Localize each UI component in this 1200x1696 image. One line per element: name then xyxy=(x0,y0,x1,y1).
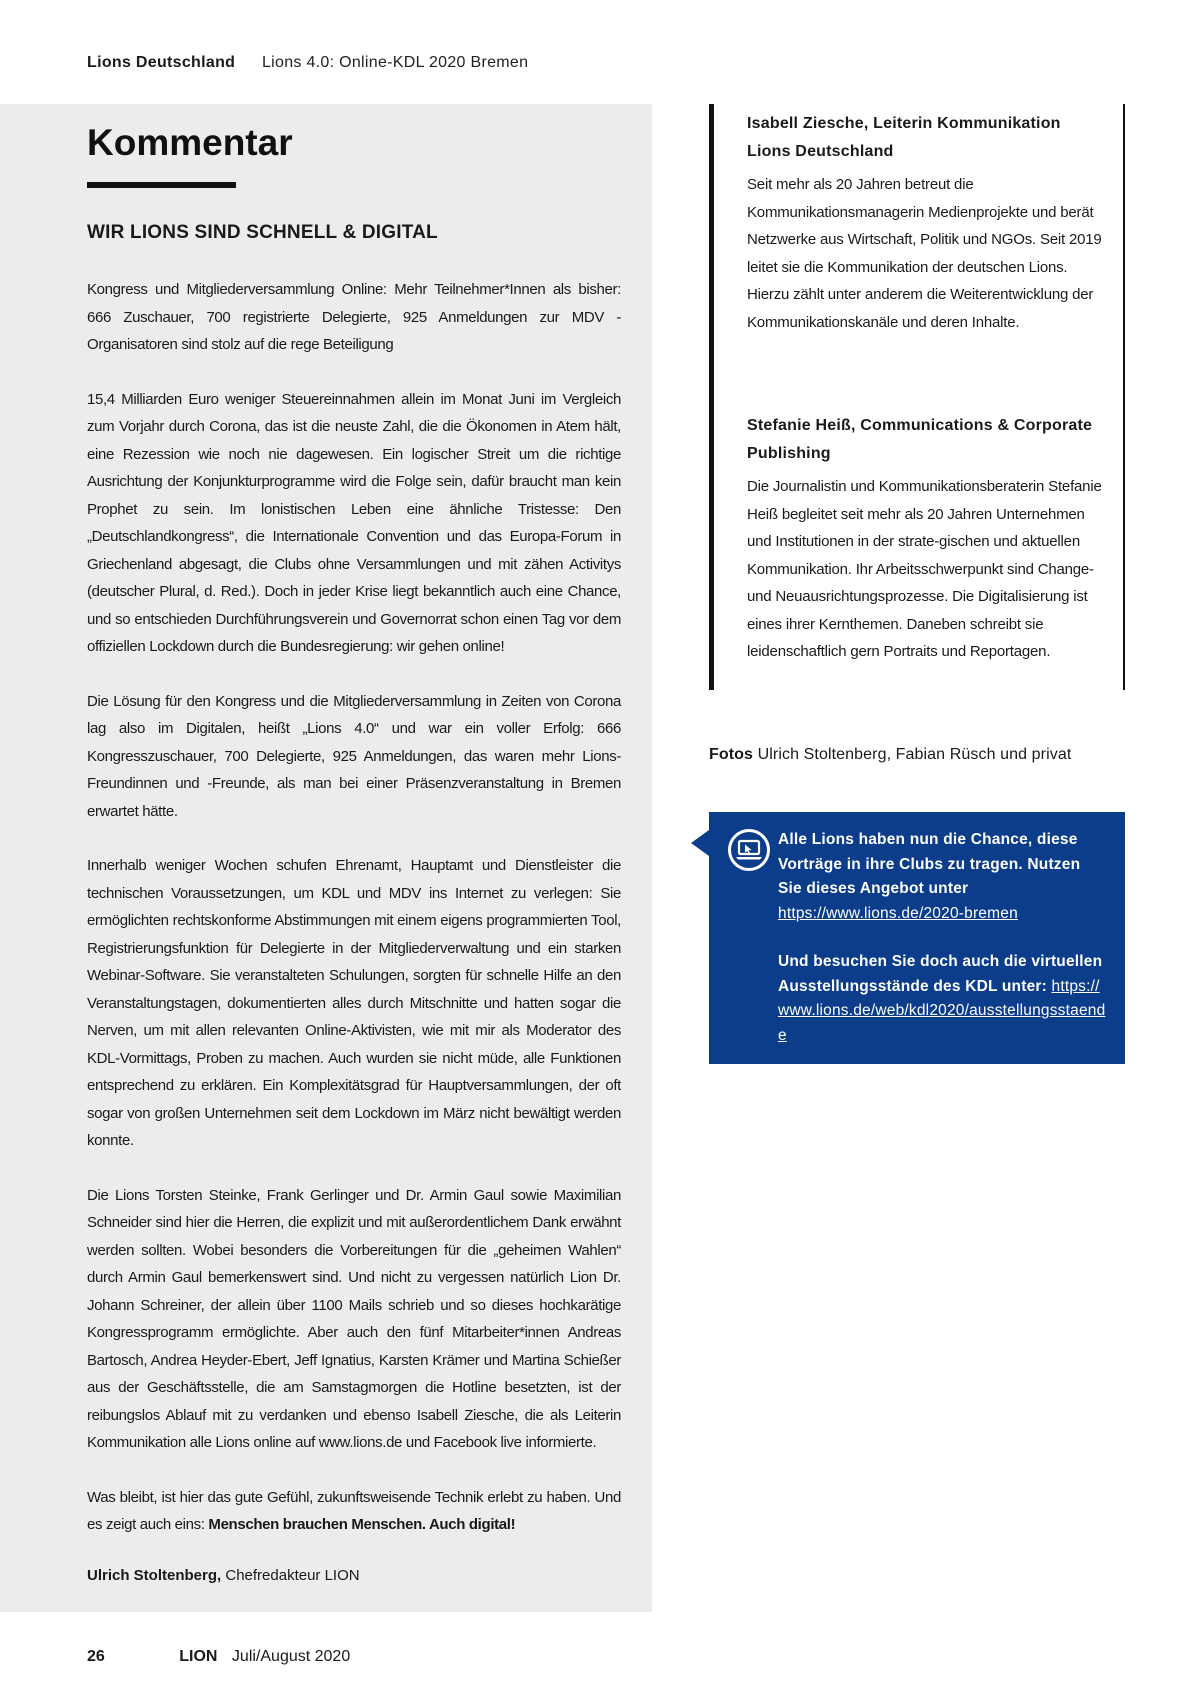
bio-isabell-ziesche xyxy=(747,110,1107,336)
header-section: Lions Deutschland xyxy=(87,54,236,71)
article-paragraph: Kongress und Mitgliederversammlung Online: Mehr Teilnehmer*Innen als bisher: 666 Zuschauer, 700 registrierte Delegierte, 925 Anmeldungen zur MDV - Organisatoren sind stolz auf die rege Beteiligung xyxy=(87,281,621,353)
promo-box xyxy=(709,812,1125,1064)
promo-text-1: Alle Lions haben nun die Chance, diese Vorträge in ihre Clubs zu tragen. Nutzen Sie dieses Angebot unter xyxy=(778,831,1081,897)
closing-text: Was bleibt, ist hier das gute Gefühl, zukunftsweisende Technik erlebt zu haben. Und es zeigt auch eins: xyxy=(87,1488,621,1533)
promo-link-bremen[interactable]: https://www.lions.de/2020-bremen xyxy=(778,904,1018,922)
title-underline xyxy=(87,182,236,188)
bio-name: Stefanie Heiß, Communications & Corporate Publishing xyxy=(747,417,1093,462)
page-footer xyxy=(87,1648,350,1666)
bio-text: Seit mehr als 20 Jahren betreut die Kommunikationsmanagerin Medienprojekte und berät Netzwerke aus Wirtschaft, Politik und NGOs. Seit 2019 leitet sie die Kommunikation der deutschen Lions. Hierzu zählt unter anderem die Weiterentwicklung der Kommunikationskanäle und deren Inhalte. xyxy=(747,176,1102,331)
article-closing-paragraph xyxy=(87,1484,621,1539)
page-title: Kommentar xyxy=(87,122,293,163)
article-author xyxy=(87,1567,360,1584)
promo-pointer xyxy=(691,830,709,856)
photo-credits xyxy=(709,746,1071,764)
article-subheadline: WIR LIONS SIND SCHNELL & DIGITAL xyxy=(87,222,438,243)
commentary-column xyxy=(0,104,652,1612)
promo-text xyxy=(778,828,1108,1048)
article-paragraph: Die Lösung für den Kongress und die Mitgliederversammlung in Zeiten von Corona lag also im Digitalen, heißt „Lions 4.0“ und war ein voller Erfolg: 666 Kongresszuschauer, 700 Delegierte, 925 Anmeldungen, das waren mehr Lions-Freundinnen und -Freunde, als man bei einer Präsenzveranstaltung in Bremen erwartet hätte. xyxy=(87,692,621,820)
page-number: 26 xyxy=(87,1648,105,1665)
bio-text: Die Journalistin und Kommunikationsberaterin Stefanie Heiß begleitet seit mehr als 20 Jahren Unternehmen und Institutionen in der strate-gischen und aktuellen Kommunikation. Ihr Arbeitsschwerpunkt sind Change- und Neuausrichtungsprozesse. Die Digitalisierung ist eines ihrer Kernthemen. Daneben schreibt sie leidenschaftlich gern Portraits und Reportagen. xyxy=(747,478,1102,660)
magazine-name: LION xyxy=(179,1648,218,1665)
article-paragraph: 15,4 Milliarden Euro weniger Steuereinnahmen allein im Monat Juni im Vergleich zum Vorjahr durch Corona, das ist die neuste Zahl, die die Ökonomen in Atem hält, eine Rezession wie noch nie dagewesen. Ein logischer Streit um die richtige Ausrichtung der Konjunkturprogramme wird die Folge sein, dafür braucht man kein Prophet zu sein. Im lonistischen Leben eine ähnliche Tristesse: Den „Deutschlandkongress“, die Internationale Convention und das Europa-Forum in Griechenland abgesagt, die Clubs ohne Versammlungen und mit zähen Activitys (deutscher Plural, d. Red.). Doch in jeder Krise liegt bekanntlich auch eine Chance, und so entschieden Durchführungsverein und Governorrat schon einen Tag vor dem offiziellen Lockdown durch die Bundesregierung: wir gehen online! xyxy=(87,390,621,655)
author-name: Ulrich Stoltenberg, xyxy=(87,1567,222,1584)
bio-stefanie-heiss xyxy=(747,412,1107,666)
article-paragraph: Innerhalb weniger Wochen schufen Ehrenamt, Hauptamt und Dienstleister die technischen Voraussetzungen, um KDL und MDV ins Internet zu verlegen: Sie ermöglichten rechtskonforme Abstimmungen mit einem eigens programmierten Tool, Registrierungsfunktion für Delegierte in der Mitgliederverwaltung und ein starken Webinar-Software. Sie veranstalteten Schulungen, sorgten für schnelle Hilfe an den Veranstaltungstagen, dokumentierten alles durch Mitschnitte und hatten sogar die Nerven, um mit allen relevanten Online-Aktivisten, wie mit mir als Moderator des KDL-Vormittags, Proben zu machen. Auch wurden sie nicht müde, alle Funktionen entsprechend zu erklären. Ein Komplexitätsgrad für Hauptversammlungen, der oft sogar von großen Unternehmen seit dem Lockdown im März nicht bewältigt werden konnte. xyxy=(87,857,621,1149)
article-body xyxy=(87,276,621,1566)
running-header xyxy=(87,54,528,72)
author-role: Chefredakteur LION xyxy=(225,1567,360,1584)
promo-link-ausstellung[interactable]: https://www.lions.de/web/kdl2020/ausstellungsstaende xyxy=(778,977,1106,1044)
credits-label: Fotos xyxy=(709,746,754,763)
header-topic: Lions 4.0: Online-KDL 2020 Bremen xyxy=(261,54,529,71)
credits-names: Ulrich Stoltenberg, Fabian Rüsch und privat xyxy=(757,746,1072,763)
bio-name: Isabell Ziesche, Leiterin Kommunikation Lions Deutschland xyxy=(747,115,1061,160)
author-bios xyxy=(709,104,1125,690)
issue-date: Juli/August 2020 xyxy=(231,1648,351,1665)
promo-text-2: Und besuchen Sie doch auch die virtuellen Ausstellungsstände des KDL unter: xyxy=(778,953,1103,995)
article-paragraph: Die Lions Torsten Steinke, Frank Gerlinger und Dr. Armin Gaul sowie Maximilian Schneider sind hier die Herren, die explizit und mit außerordentlichem Dank erwähnt werden sollten. Wobei besonders die Vorbereitungen für die „geheimen Wahlen“ durch Armin Gaul bemerkenswert sind. Und nicht zu vergessen natürlich Lion Dr. Johann Schreiner, der allein über 1100 Mails schrieb und so dieses hochkarätige Kongressprogramm ermöglichte. Aber auch den fünf Mitarbeiter*innen Andreas Bartosch, Andrea Heyder-Ebert, Jeff Ignatius, Karsten Krämer und Martina Schießer aus der Geschäftsstelle, die am Samstagmorgen die Hotline besetzten, ist der reibungslos Ablauf mit zu verdanken und ebenso Isabell Ziesche, die als Leiterin Kommunikation alle Lions online auf www.lions.de und Facebook live informierte. xyxy=(87,1186,621,1451)
closing-statement: Menschen brauchen Menschen. Auch digital! xyxy=(208,1516,516,1533)
laptop-cursor-icon xyxy=(727,828,771,872)
